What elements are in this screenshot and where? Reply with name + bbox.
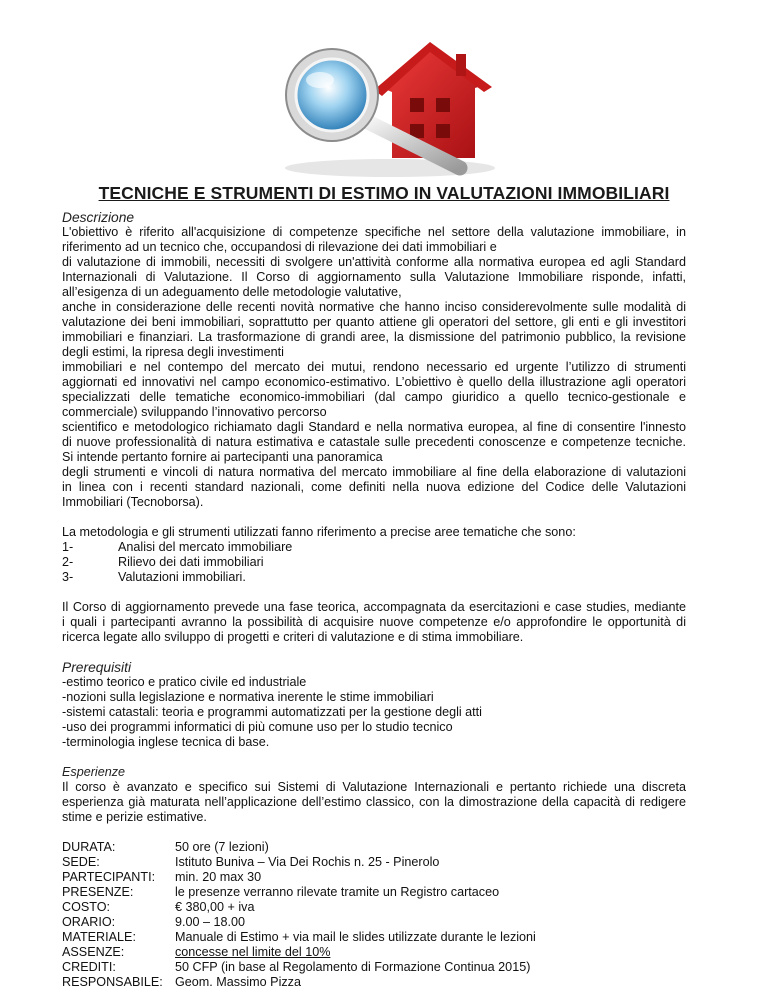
descrizione-line: immobiliari e nel contempo del mercato dei mutui, rendono necessario ed urgente l’utilizzo di strumenti xyxy=(62,360,686,374)
info-label: MATERIALE: xyxy=(62,930,136,944)
descrizione-line: immobiliari e finanziari. La trasformazione di grandi aree, la dismissione del patrimonio pubblico, la revisione xyxy=(62,330,686,344)
info-label: CREDITI: xyxy=(62,960,116,974)
metodologia-list xyxy=(62,540,686,585)
logo-graphic xyxy=(270,40,505,180)
info-value: € 380,00 + iva xyxy=(175,900,255,914)
list-item-number: 3- xyxy=(62,570,74,584)
descrizione-line: in linea con i recenti standard nazionali, come definiti nella nuova edizione del Codice delle Valutazioni xyxy=(62,480,686,494)
course-info-table xyxy=(62,840,536,990)
list-item-text: Rilievo dei dati immobiliari xyxy=(118,555,264,569)
section-heading-descrizione: Descrizione xyxy=(62,210,135,225)
prerequisito-item: -terminologia inglese tecnica di base. xyxy=(62,735,270,749)
descrizione-line: Internazionali di Valutazione. Il Corso di aggiornamento sulla Valutazione Immobiliare risponde, infatti, xyxy=(62,270,686,284)
list-item-number: 1- xyxy=(62,540,74,554)
info-row xyxy=(62,930,536,945)
info-label: COSTO: xyxy=(62,900,111,914)
section-heading-esperienze: Esperienze xyxy=(62,765,126,779)
info-value: le presenze verranno rilevate tramite un Registro cartaceo xyxy=(175,885,500,899)
info-row xyxy=(62,885,536,900)
esperienze-paragraph xyxy=(62,780,686,825)
descrizione-line: aggiornati ed innovativi nel campo economico-estimativo. L’obiettivo è quello della illustrazione agli operatori xyxy=(62,375,686,389)
prerequisito-item: -sistemi catastali: teoria e programmi automatizzati per la gestione degli atti xyxy=(62,705,482,719)
info-row xyxy=(62,840,536,855)
corso-line: Il Corso di aggiornamento prevede una fase teorica, accompagnata da esercitazioni e case studies, mediante xyxy=(62,600,686,614)
esperienze-line: esperienza già maturata nell’applicazione dell’estimo classico, con la dimostrazione della capacità di redigere xyxy=(62,795,686,809)
info-value: concesse nel limite del 10% xyxy=(175,945,331,959)
info-value: 50 ore (7 lezioni) xyxy=(175,840,269,854)
info-value: 9.00 – 18.00 xyxy=(175,915,246,929)
corso-line: i quali i partecipanti avranno la possibilità di acquisire nuove competenze e/o approfondire le opportunità di xyxy=(62,615,686,629)
corso-line: ricerca legate allo sviluppo di progetti e criteri di valutazione e di stima immobiliare. xyxy=(62,630,524,644)
metodologia-intro: La metodologia e gli strumenti utilizzati fanno riferimento a precise aree tematiche che sono: xyxy=(62,525,576,539)
corso-paragraph xyxy=(62,600,686,645)
info-value: Geom. Massimo Pizza xyxy=(175,975,301,989)
descrizione-line: specializzati delle tematiche economico-immobiliari (dal campo giuridico a quello tecnico-gestionale e xyxy=(62,390,686,404)
descrizione-line: scientifico e metodologico richiamato dagli Standard e nella normativa europea, al fine di consentire l'innesto xyxy=(62,420,686,434)
descrizione-line: valutazione dei beni immobiliari, soprattutto per quanto attiene gli operatori del settore, gli enti e gli investitori xyxy=(62,315,686,329)
descrizione-line: all’esigenza di un adeguamento delle metodologie valutative, xyxy=(62,285,402,299)
info-label: PARTECIPANTI: xyxy=(62,870,156,884)
info-row xyxy=(62,975,536,990)
info-label: ORARIO: xyxy=(62,915,116,929)
info-label: ASSENZE: xyxy=(62,945,125,959)
descrizione-line: anche in considerazione delle recenti novità normative che hanno inciso considerevolmente sulle modalità di xyxy=(62,300,686,314)
info-value: 50 CFP (in base al Regolamento di Formazione Continua 2015) xyxy=(175,960,531,974)
info-row xyxy=(62,900,536,915)
list-item-number: 2- xyxy=(62,555,74,569)
info-value: Istituto Buniva – Via Dei Rochis n. 25 - Pinerolo xyxy=(175,855,440,869)
descrizione-line: degli estimi, la ripresa degli investimenti xyxy=(62,345,284,359)
list-item-text: Valutazioni immobiliari. xyxy=(118,570,246,584)
descrizione-line: commerciale) sviluppando l’innovativo percorso xyxy=(62,405,327,419)
descrizione-paragraph xyxy=(62,225,686,510)
section-heading-prerequisiti: Prerequisiti xyxy=(62,660,132,675)
prerequisito-item: -estimo teorico e pratico civile ed industriale xyxy=(62,675,307,689)
info-label: DURATA: xyxy=(62,840,116,854)
info-row xyxy=(62,855,536,870)
descrizione-line: degli strumenti e vincoli di natura normativa del mercato immobiliare al fine della elaborazione di valutazioni xyxy=(62,465,686,479)
info-value: min. 20 max 30 xyxy=(175,870,262,884)
descrizione-line: di valutazione di immobili, necessiti di svolgere un'attività conforme alla normativa europea ed agli Standard xyxy=(62,255,686,269)
descrizione-line: Immobiliari (Tecnoborsa). xyxy=(62,495,204,509)
esperienze-line: stime e perizie estimative. xyxy=(62,810,207,824)
header-logo xyxy=(270,40,505,180)
info-row xyxy=(62,945,536,960)
descrizione-line: L'obiettivo è riferito all'acquisizione di competenze specifiche nel settore della valutazione immobiliare, in xyxy=(62,225,686,239)
descrizione-line: di nuove professionalità di natura estimativa e catastale sulle precedenti conoscenze e competenze tecniche. xyxy=(62,435,686,449)
document-body xyxy=(62,210,686,990)
list-item xyxy=(62,555,686,570)
list-item xyxy=(62,570,686,585)
document-title: TECNICHE E STRUMENTI DI ESTIMO IN VALUTAZIONI IMMOBILIARI xyxy=(98,183,670,203)
descrizione-line: riferimento ad un tecnico che, occupandosi di rilevazione dei dati immobiliari e xyxy=(62,240,497,254)
info-label: PRESENZE: xyxy=(62,885,134,899)
info-row xyxy=(62,960,536,975)
list-item-text: Analisi del mercato immobiliare xyxy=(118,540,293,554)
info-row xyxy=(62,870,536,885)
info-value: Manuale di Estimo + via mail le slides utilizzate durante le lezioni xyxy=(175,930,536,944)
prerequisito-item: -nozioni sulla legislazione e normativa inerente le stime immobiliari xyxy=(62,690,434,704)
info-row xyxy=(62,915,536,930)
descrizione-line: Si intende pertanto fornire ai partecipanti una panoramica xyxy=(62,450,383,464)
esperienze-line: Il corso è avanzato e specifico sui Sistemi di Valutazione Internazionali e pertanto richiede una discreta xyxy=(62,780,686,794)
info-label: SEDE: xyxy=(62,855,100,869)
prerequisiti-list xyxy=(62,675,686,750)
info-label: RESPONSABILE: xyxy=(62,975,163,989)
list-item xyxy=(62,540,686,555)
prerequisito-item: -uso dei programmi informatici di più comune uso per lo studio tecnico xyxy=(62,720,453,734)
